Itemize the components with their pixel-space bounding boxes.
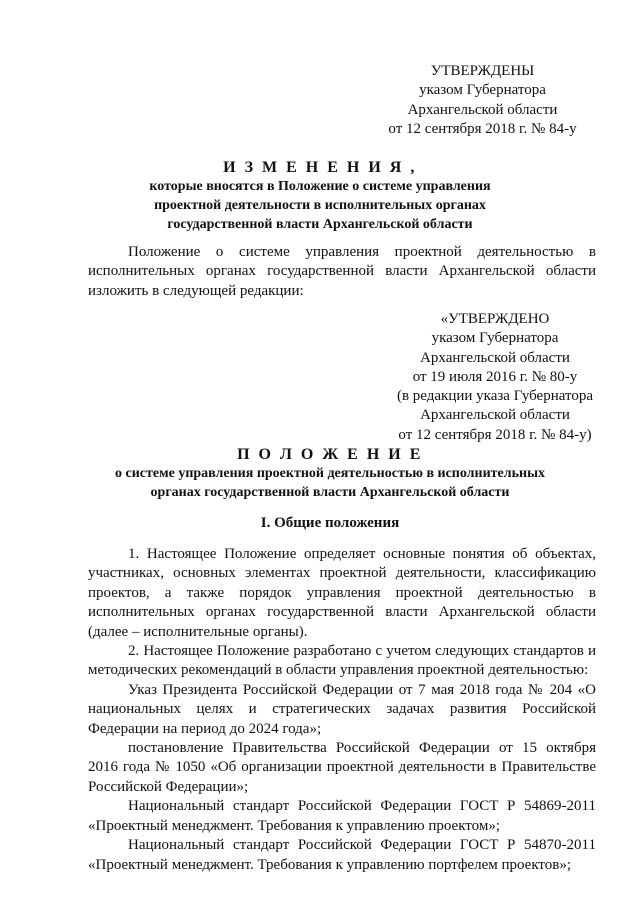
regulation-title: П О Л О Ж Е Н И Е [237,446,423,463]
paragraph-3: Указ Президента Российской Федерации от 7 мая 2018 года № 204 «О национальных целях и стратегических задачах развития Российской Федерации на период до 2024 года»; [88,681,596,737]
approval2-line-1: «УТВЕРЖДЕНО [440,311,550,327]
approval-stamp-2 [375,310,615,445]
approval-line-2: указом Губернатора [419,82,546,99]
paragraph-2: 2. Настоящее Положение разработано с учетом следующих стандартов и методических рекомендаций в области управления проектной деятельностью: [88,643,596,679]
intro-paragraph: Положение о системе управления проектной деятельностью в исполнительных органах государственной власти Архангельской области изложить в следующей редакции: [88,244,596,299]
approval2-line-7: от 12 сентября 2018 г. № 84-у) [398,426,592,443]
approval-line-1: УТВЕРЖДЕНЫ [430,63,535,79]
approval-line-3: Архангельской области [407,101,558,118]
paragraph-6: Национальный стандарт Российской Федерации ГОСТ Р 54870-2011 «Проектный менеджмент. Требования к управлению портфелем проектов»; [88,837,596,873]
approval-stamp [360,62,605,139]
changes-heading [60,158,580,234]
body-text [88,545,596,875]
changes-subtitle-1: которые вносятся в Положение о системе управления [149,179,491,194]
approval-line-4: от 12 сентября 2018 г. № 84-у [388,120,577,137]
regulation-heading [60,445,600,502]
section-heading: I. Общие положения [260,515,400,531]
changes-subtitle-3: государственной власти Архангельской области [167,217,473,232]
approval2-line-2: указом Губернатора [431,330,559,347]
regulation-subtitle-2: органах государственной власти Архангельской области [150,485,510,500]
changes-subtitle-2: проектной деятельности в исполнительных органах [154,198,486,213]
changes-title: И З М Е Н Е Н И Я , [223,159,417,176]
paragraph-5: Национальный стандарт Российской Федерации ГОСТ Р 54869-2011 «Проектный менеджмент. Требования к управлению проектом»; [88,798,596,834]
paragraph-4: постановление Правительства Российской Федерации от 15 октября 2016 года № 1050 «Об организации проектной деятельности в Правительстве Российской Федерации»; [88,740,596,795]
regulation-subtitle-1: о системе управления проектной деятельностью в исполнительных [114,466,545,481]
paragraph-1: 1. Настоящее Положение определяет основные понятия об объектах, участниках, основных элементах проектной деятельности, классификацию проектов, а также порядок управления проектной деятельностью в исполнительных органах государственной власти Архангельской области (далее – исполнительные органы). [88,546,596,640]
approval2-line-6: Архангельской области [420,407,570,424]
approval2-line-4: от 19 июля 2016 г. № 80-у [412,368,578,385]
approval2-line-5: (в редакции указа Губернатора [396,388,594,405]
approval2-line-3: Архангельской области [420,349,570,366]
